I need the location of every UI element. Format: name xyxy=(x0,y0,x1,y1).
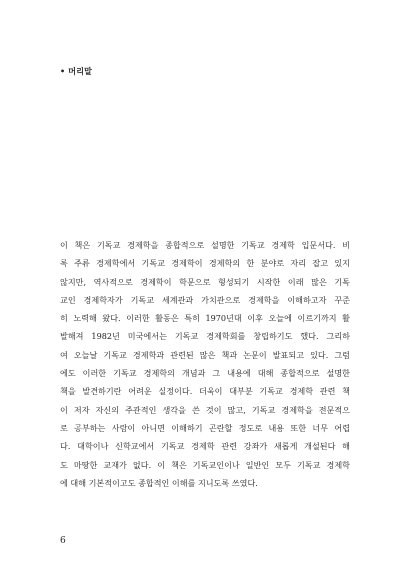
text-line: 발해져 1982년 미국에서는 기독교 경제학회를 창립하기도 했다. 그리하 xyxy=(60,331,350,342)
text-line: 록 주류 경제학에서 기독교 경제학이 경제학의 한 분야로 자리 잡고 있지 xyxy=(60,258,350,269)
text-line: 이 저자 자신의 주관적인 생각을 쓴 것이 많고, 기독교 경제학을 전문적으 xyxy=(60,404,350,415)
text-line: 교인 경제학자가 기독교 세계관과 가치관으로 경제학을 이해하고자 꾸준 xyxy=(60,294,350,305)
text-line: 에 대해 기본적이고도 종합적인 이해를 지니도록 쓰였다. xyxy=(60,477,258,488)
text-line: 에도 이러한 기독교 경제학의 개념과 그 내용에 대해 종합적으로 설명한 xyxy=(60,368,350,379)
text-line: 이 책은 기독교 경제학을 종합적으로 설명한 기독교 경제학 입문서다. 비 xyxy=(60,240,350,250)
page-number: 6 xyxy=(60,536,66,546)
text-line: 로 공부하는 사람이 아니면 이해하기 곤란할 정도로 내용 또한 너무 어렵 xyxy=(60,422,350,433)
preface-paragraph xyxy=(60,236,350,492)
text-line: 도 마땅한 교재가 없다. 이 책은 기독교인이나 일반인 모두 기독교 경제학 xyxy=(60,459,350,470)
section-label: • 머리말 xyxy=(60,67,93,76)
text-line: 여 오늘날 기독교 경제학과 관련된 많은 책과 논문이 발표되고 있다. 그럼 xyxy=(60,349,350,360)
text-line: 책을 발견하기란 어려운 실정이다. 더욱이 대부분 기독교 경제학 관련 책 xyxy=(60,386,350,397)
text-line: 않지만, 역사적으로 경제학이 학문으로 형성되기 시작한 이래 많은 기독 xyxy=(60,276,350,287)
text-line: 히 노력해 왔다. 이러한 활동은 특히 1970년대 이후 오늘에 이르기까지 활 xyxy=(60,313,350,324)
text-line: 다. 대학이나 신학교에서 기독교 경제학 관련 강좌가 새롭게 개설된다 해 xyxy=(60,441,350,452)
